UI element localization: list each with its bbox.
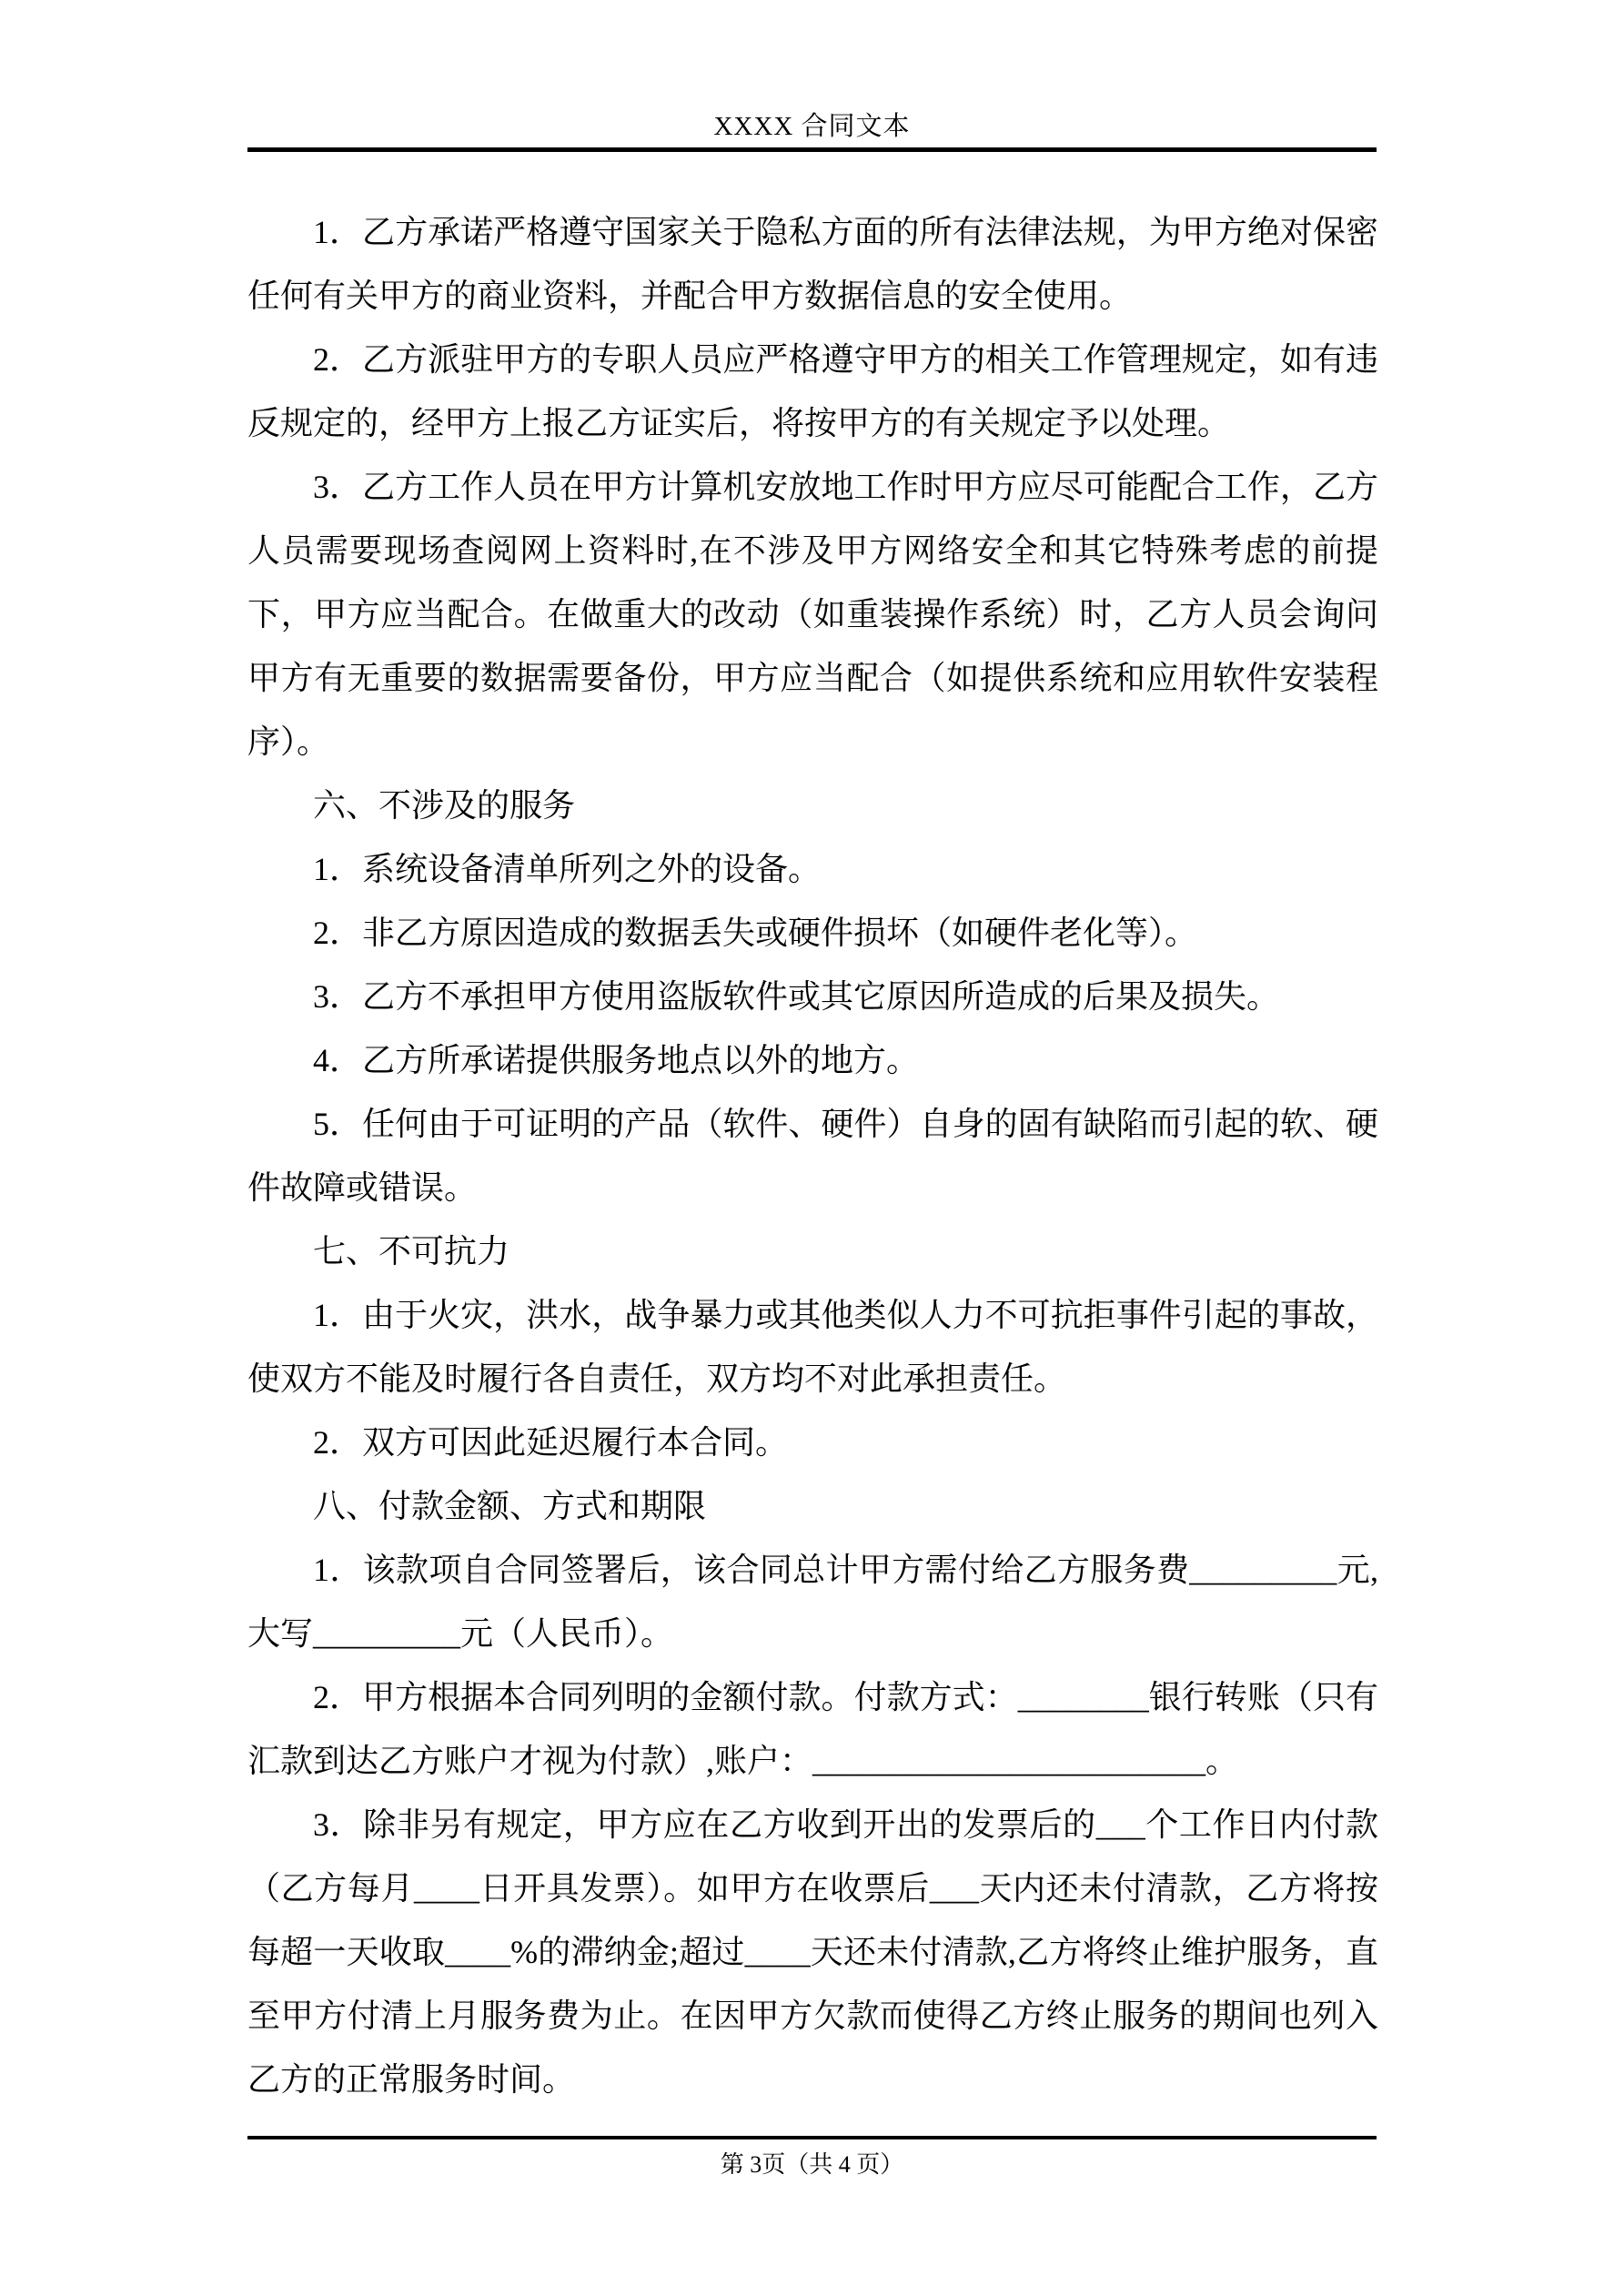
- page-footer: [0, 2146, 1624, 2180]
- footer-divider: [247, 2136, 1377, 2139]
- contract-body: [247, 200, 1378, 2111]
- section-7-item-1: 1．由于火灾，洪水，战争暴力或其他类似人力不可抗拒事件引起的事故，使双方不能及时履行各自责任，双方均不对此承担责任。: [247, 1297, 1378, 1397]
- section-8-heading: 八、付款金额、方式和期限: [313, 1488, 707, 1524]
- section-7-item-2: 2．双方可因此延迟履行本合同。: [313, 1424, 789, 1461]
- section-8-item-2: 2．甲方根据本合同列明的金额付款。付款方式：________银行转账（只有汇款到达乙方账户才视为付款）,账户：________________________。: [247, 1679, 1378, 1779]
- section-6-item-4: 4．乙方所承诺提供服务地点以外的地方。: [313, 1042, 920, 1078]
- section-8-item-1: 1．该款项自合同签署后，该合同总计甲方需付给乙方服务费_________元,大写_________元（人民币）。: [247, 1552, 1378, 1652]
- page-header: [247, 106, 1377, 143]
- section-6-item-5: 5．任何由于可证明的产品（软件、硬件）自身的固有缺陷而引起的软、硬件故障或错误。: [247, 1106, 1378, 1206]
- clause-3: 3．乙方工作人员在甲方计算机安放地工作时甲方应尽可能配合工作，乙方人员需要现场查阅网上资料时,在不涉及甲方网络安全和其它特殊考虑的前提下，甲方应当配合。在做重大的改动（如重装操作系统）时，乙方人员会询问甲方有无重要的数据需要备份，甲方应当配合（如提供系统和应用软件安装程序）。: [247, 469, 1378, 760]
- section-7-heading: 七、不可抗力: [313, 1233, 510, 1269]
- header-divider: [247, 147, 1377, 152]
- clause-2: 2．乙方派驻甲方的专职人员应严格遵守甲方的相关工作管理规定，如有违反规定的，经甲方上报乙方证实后，将按甲方的有关规定予以处理。: [247, 341, 1378, 441]
- document-title: XXXX 合同文本: [713, 112, 911, 141]
- section-6-item-2: 2．非乙方原因造成的数据丢失或硬件损坏（如硬件老化等）。: [313, 915, 1198, 951]
- section-6-heading: 六、不涉及的服务: [313, 787, 576, 824]
- clause-1: 1．乙方承诺严格遵守国家关于隐私方面的所有法律法规，为甲方绝对保密任何有关甲方的商业资料，并配合甲方数据信息的安全使用。: [247, 214, 1378, 314]
- section-6-item-3: 3．乙方不承担甲方使用盗版软件或其它原因所造成的后果及损失。: [313, 978, 1280, 1015]
- section-8-item-3: 3．除非另有规定，甲方应在乙方收到开出的发票后的___个工作日内付款（乙方每月____日开具发票）。如甲方在收票后___天内还未付清款，乙方将按每超一天收取____%的滞纳金;超过____天还未付清款,乙方将终止维护服务，直至甲方付清上月服务费为止。在因甲方欠款而使得乙方终止服务的期间也列入乙方的正常服务时间。: [247, 1806, 1378, 2098]
- section-6-item-1: 1．系统设备清单所列之外的设备。: [313, 851, 822, 887]
- page-number: 第 3页（共 4 页）: [720, 2151, 904, 2178]
